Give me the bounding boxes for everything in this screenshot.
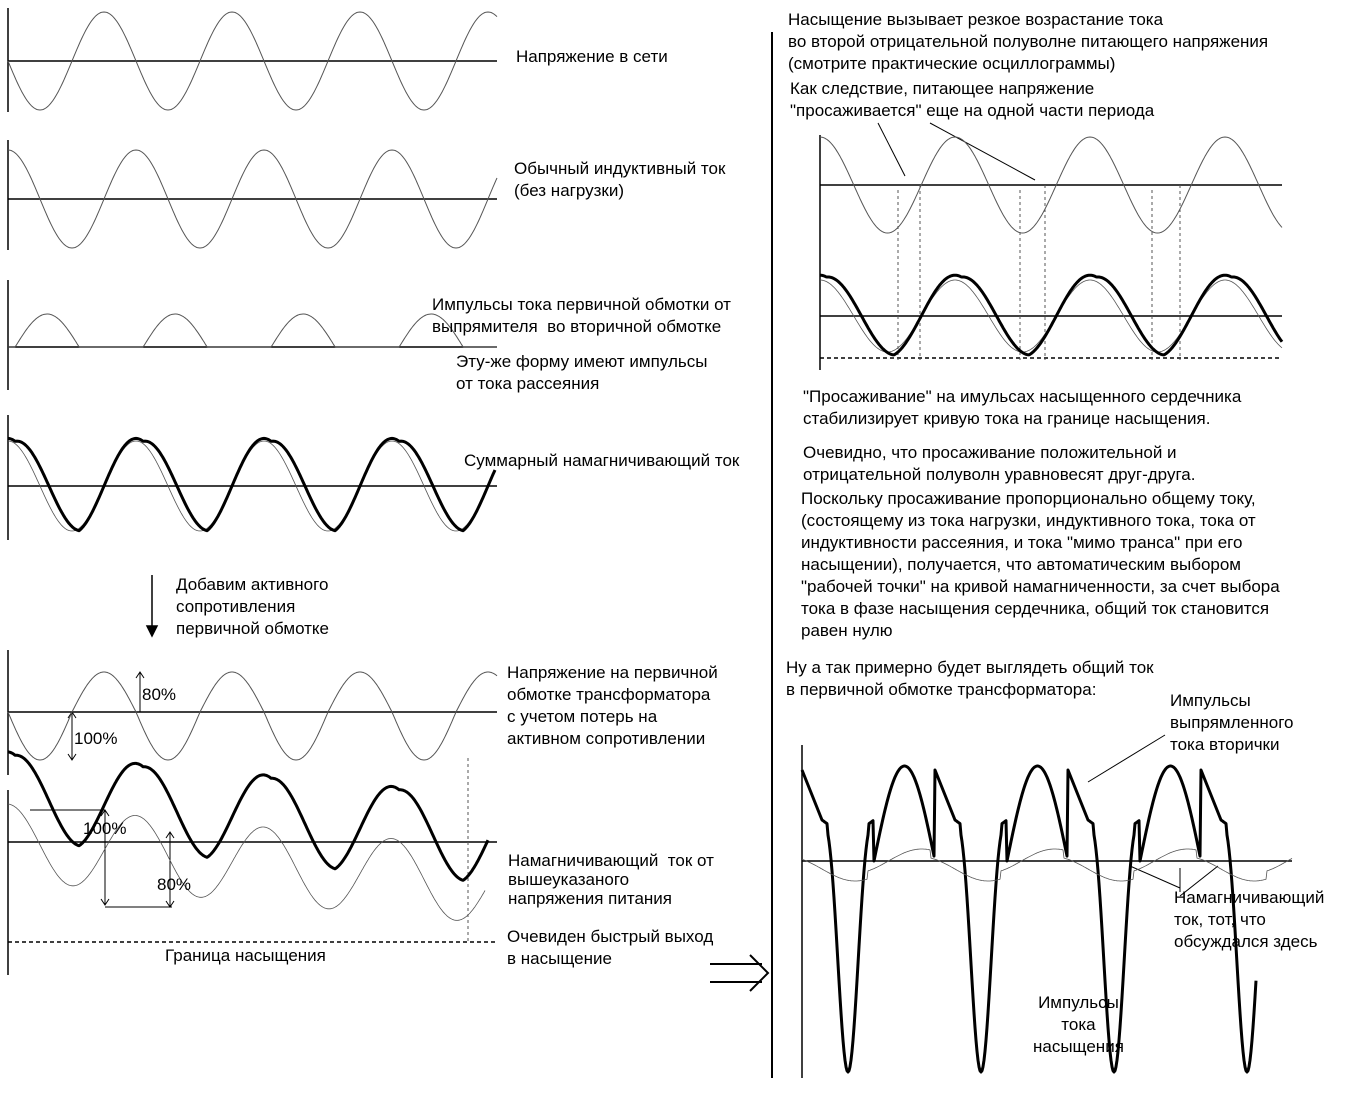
final-intro: Ну а так примерно будет выглядеть общий ток в первичной обмотке трансформатора: bbox=[786, 658, 1154, 699]
drift-magnetizing-wave bbox=[8, 752, 488, 880]
label-fast-saturation: Очевиден быстрый выход в насыщение bbox=[507, 927, 714, 968]
label-add-resistance: Добавим активного сопротивления первичной обмотке bbox=[176, 575, 330, 638]
pct-80-current: 80% bbox=[157, 875, 192, 894]
primary-pulses-wave bbox=[8, 314, 497, 347]
pct-100-voltage: 100% bbox=[74, 729, 118, 748]
intro-text: Насыщение вызывает резкое возрастание тока во второй отрицательной полуволне питающего напряжения (смотрите практические осциллограммы) bbox=[788, 10, 1269, 73]
label-total-magnetizing: Суммарный намагничивающий ток bbox=[464, 451, 740, 470]
label-inductive-current: Обычный индуктивный ток (без нагрузки) bbox=[514, 159, 726, 200]
label-voltage-with-loss: Напряжение на первичной обмотке трансформатора с учетом потерь на активном сопротивлении bbox=[507, 663, 718, 748]
paragraph-balance: Очевидно, что просаживание положительной и отрицательной полуволн уравновесят друг-друга. bbox=[803, 443, 1196, 484]
sag-note: Как следствие, питающее напряжение "просаживается" еще на одной части периода bbox=[790, 79, 1155, 120]
label-saturation-border: Граница насыщения bbox=[165, 946, 326, 965]
label-leakage-note: Эту-же форму имеют импульсы от тока рассеяния bbox=[456, 352, 708, 393]
label-rectified-pulses: Импульсы выпрямленного тока вторички bbox=[1170, 691, 1294, 754]
paragraph-working-point: Поскольку просаживание пропорционально общему току, (состоящему из тока нагрузки, индуктивного тока, тока от индуктивности рассеяния, и тока "мимо транса" при его насыщении), получается, что автоматическим выбором "рабочей точки" на кривой намагниченности, за счет выбора тока в фазе насыщения сердечника, общий ток становится равен нулю bbox=[801, 489, 1280, 640]
label-saturation-pulses: Импульсы тока насыщения bbox=[1033, 993, 1124, 1056]
label-mains-voltage: Напряжение в сети bbox=[516, 47, 668, 66]
stabilized-current-wave bbox=[820, 275, 1282, 355]
pct-100-current: 100% bbox=[83, 819, 127, 838]
drift-base-wave bbox=[8, 804, 485, 920]
total-magnetizing-wave bbox=[8, 438, 495, 530]
label-primary-pulses: Импульсы тока первичной обмотки от выпрямителя во вторичной обмотке bbox=[432, 295, 731, 336]
paragraph-sag-stabilizes: "Просаживание" на имульсах насыщенного сердечника стабилизирует кривую тока на границе насыщения. bbox=[803, 387, 1242, 428]
label-magnetizing-here: Намагничивающий ток, тот, что обсуждался здесь bbox=[1174, 888, 1325, 951]
label-magnetizing-from-voltage: Намагничивающий ток от вышеуказаного напряжения питания bbox=[508, 851, 714, 908]
pct-80-voltage: 80% bbox=[142, 685, 177, 704]
